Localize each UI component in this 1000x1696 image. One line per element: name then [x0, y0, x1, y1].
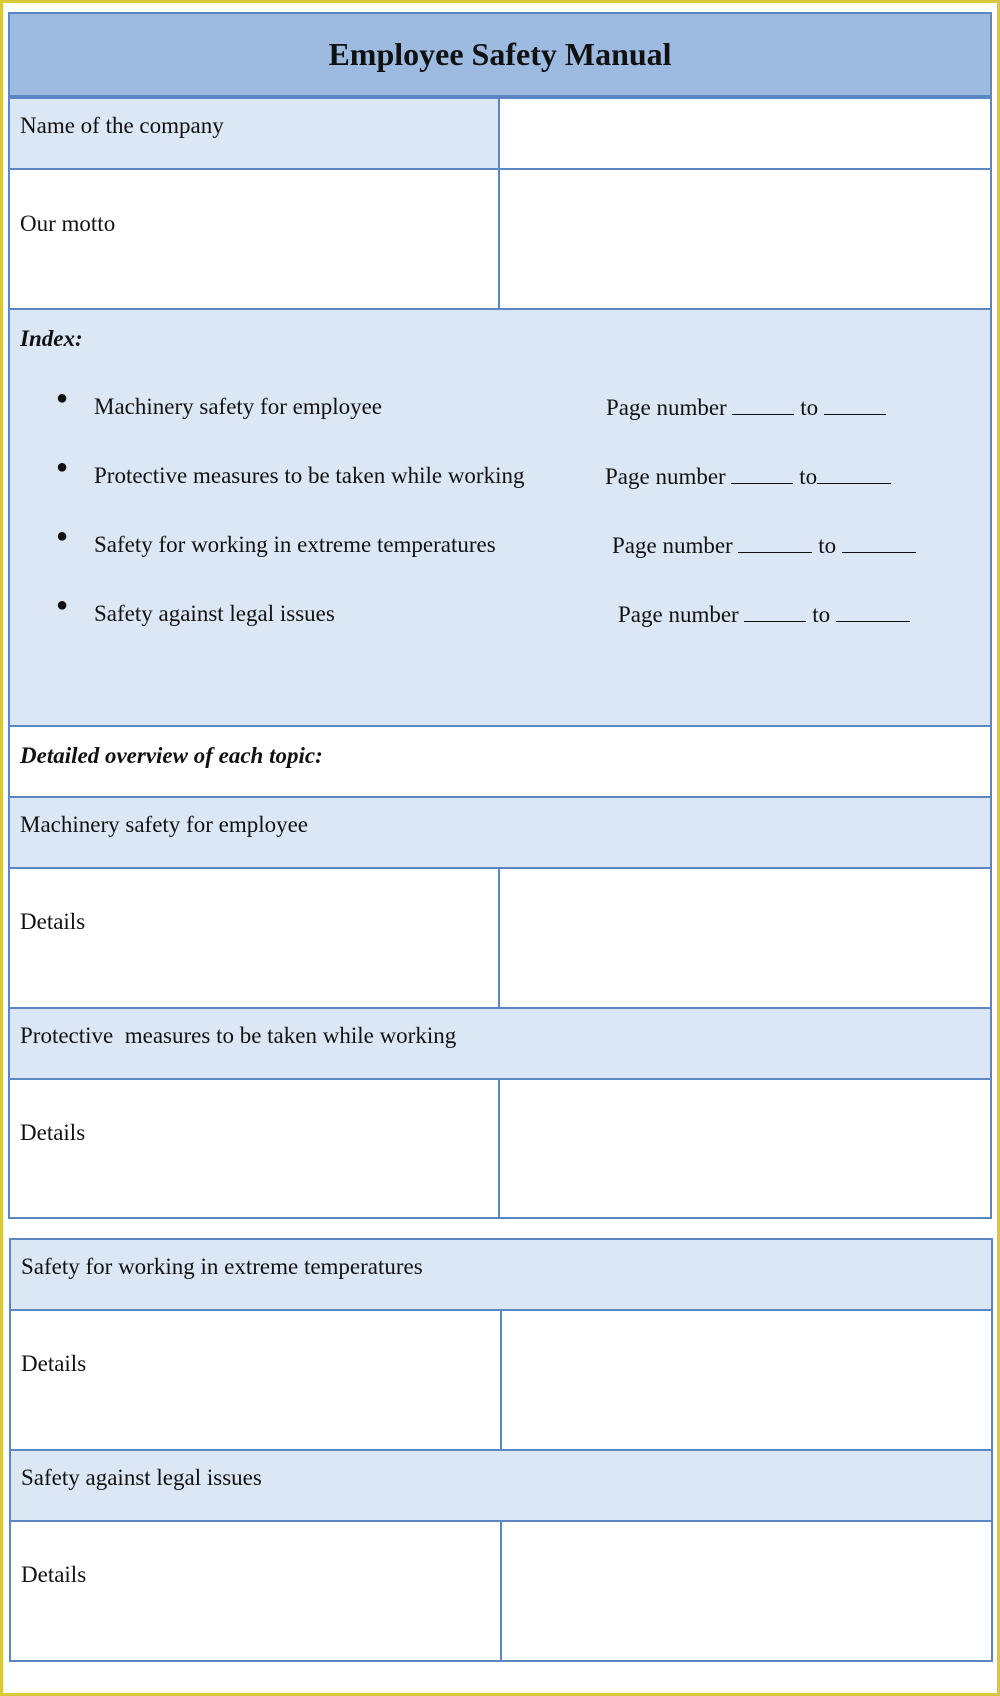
section-title-1: Machinery safety for employee: [20, 812, 309, 837]
page-number-label: Page number: [612, 533, 733, 558]
index-item-1: Machinery safety for employee: [94, 394, 383, 419]
details-input-cell-4[interactable]: [500, 1520, 993, 1662]
details-input-cell-2[interactable]: [498, 1078, 992, 1219]
company-label-cell: [8, 97, 500, 170]
section-title-row-3: [9, 1238, 993, 1311]
page-to-blank[interactable]: [842, 532, 916, 553]
page-from-blank[interactable]: [731, 463, 793, 484]
details-label-2: Details: [20, 1120, 86, 1145]
page-from-blank[interactable]: [738, 532, 812, 553]
overview-heading-cell: [8, 725, 992, 798]
section-title-row-1: [8, 796, 992, 869]
overview-heading: Detailed overview of each topic:: [20, 743, 323, 768]
index-item-4: Safety against legal issues: [94, 601, 335, 626]
page-from-blank[interactable]: [732, 394, 794, 415]
details-label-cell-3: [9, 1309, 502, 1451]
details-label-3: Details: [21, 1351, 87, 1376]
bullet-icon: ●: [56, 594, 69, 616]
details-input-cell-3[interactable]: [500, 1309, 993, 1451]
page-title: Employee Safety Manual: [328, 36, 672, 72]
motto-label: Our motto: [20, 211, 116, 236]
page-number-label: Page number: [618, 602, 739, 627]
to-label: to: [800, 395, 819, 420]
index-page-range-1: [606, 394, 886, 421]
page-number-label: Page number: [606, 395, 727, 420]
page-to-blank[interactable]: [817, 463, 891, 484]
details-label-4: Details: [21, 1562, 87, 1587]
details-label-cell-2: [8, 1078, 500, 1219]
page-number-label: Page number: [605, 464, 726, 489]
company-label: Name of the company: [20, 113, 224, 138]
motto-input-cell[interactable]: [498, 168, 992, 310]
index-item-2: Protective measures to be taken while working: [94, 463, 525, 488]
index-page-range-3: [612, 532, 916, 559]
details-input-cell-1[interactable]: [498, 867, 992, 1009]
details-label-cell-1: [8, 867, 500, 1009]
index-heading: Index:: [20, 326, 83, 351]
index-block: [8, 308, 992, 727]
section-title-row-2: [8, 1007, 992, 1080]
bullet-icon: ●: [56, 456, 69, 478]
bullet-icon: ●: [56, 387, 69, 409]
section-title-row-4: [9, 1449, 993, 1522]
motto-label-cell: [8, 168, 500, 310]
section-title-4: Safety against legal issues: [21, 1465, 262, 1490]
details-label-1: Details: [20, 909, 86, 934]
section-title-2: Protective measures to be taken while working: [20, 1023, 457, 1048]
index-page-range-4: [618, 601, 910, 628]
to-label: to: [818, 533, 837, 558]
title-bar: [8, 12, 992, 97]
to-label: to: [812, 602, 831, 627]
index-page-range-2: [605, 463, 891, 490]
company-input-cell[interactable]: [498, 97, 992, 170]
to-label: to: [799, 464, 818, 489]
bullet-icon: ●: [56, 525, 69, 547]
page-to-blank[interactable]: [836, 601, 910, 622]
index-item-3: Safety for working in extreme temperatures: [94, 532, 496, 557]
page-from-blank[interactable]: [744, 601, 806, 622]
section-title-3: Safety for working in extreme temperatures: [21, 1254, 423, 1279]
details-label-cell-4: [9, 1520, 502, 1662]
page-to-blank[interactable]: [824, 394, 886, 415]
